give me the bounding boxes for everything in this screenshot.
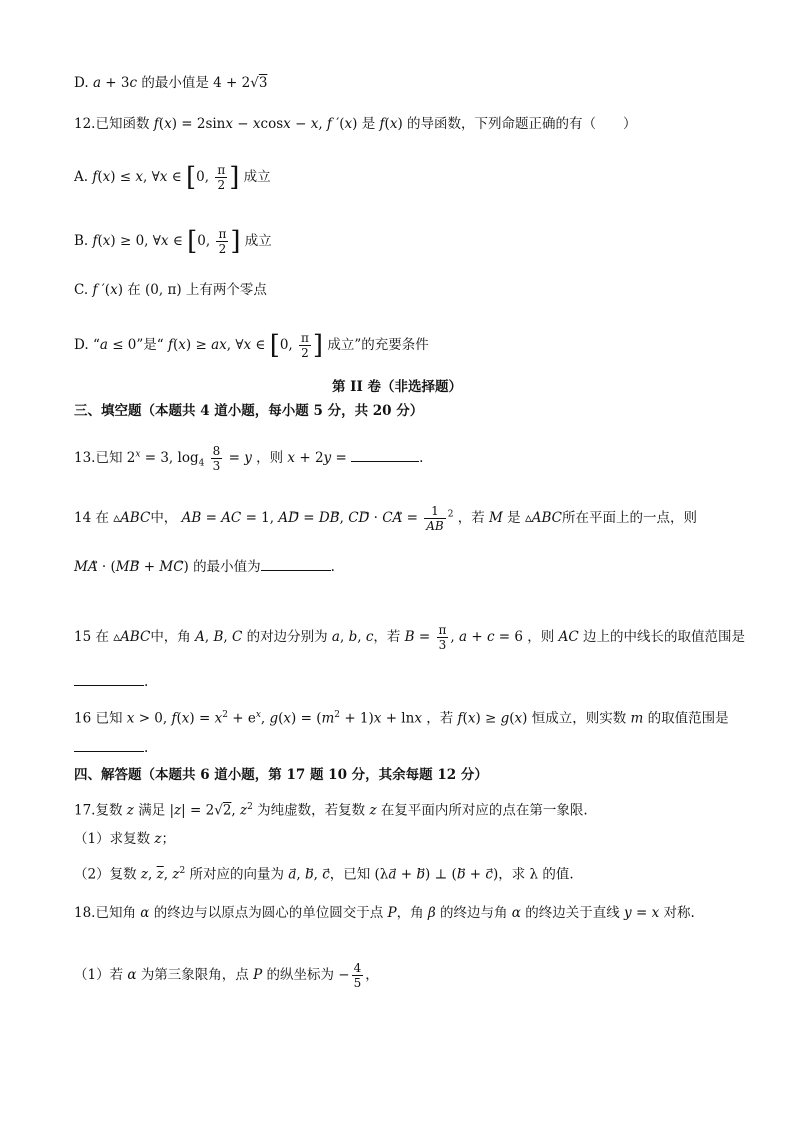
option-label: D. xyxy=(74,337,89,353)
question-text: 12.已知函数 xyxy=(74,116,150,132)
question-text: （1）若 xyxy=(74,967,124,983)
question-text: ，则 xyxy=(256,450,284,466)
question-text: 的终边与以原点为圆心的单位圆交于点 xyxy=(153,905,384,921)
punctuation: ， xyxy=(365,967,379,983)
option-label: C. xyxy=(74,282,89,298)
answer-blank[interactable] xyxy=(74,751,144,752)
q16: 16 已知 x > 0, $f(x) = x^2 + e^x$, $g(x) = (m^2 + 1)x + \ln x$ ，若 f(x) ≥ g(x) 恒成立，则实数 m 的取值范围是 xyxy=(74,710,729,727)
section-3-heading: 三、填空题（本题共 4 道小题，每小题 5 分，共 20 分） xyxy=(74,403,424,419)
question-text: 的值. xyxy=(542,866,574,883)
q11-option-d: D. a + 3c 的最小值是 4 + 2√3 xyxy=(74,75,268,91)
question-text: 为第三象限角，点 xyxy=(140,967,249,983)
question-text: 所在平面上的一点，则 xyxy=(561,510,697,526)
question-text: 中，角 xyxy=(150,629,191,645)
question-text: 的导函数，下列命题正确的有（ ） xyxy=(407,116,637,132)
question-text: 14 在 xyxy=(74,510,109,526)
period: . xyxy=(144,740,149,756)
question-text: 的对边分别为 xyxy=(246,629,328,645)
q12-option-c: C. f ′(x) 在 (0, π) 上有两个零点 xyxy=(74,282,267,298)
question-text: ，若 xyxy=(373,629,401,645)
q17-part1: （1）求复数 z； xyxy=(74,831,176,847)
q18-part1: （1）若 α 为第三象限角，点 P 的纵坐标为 − $\frac{4}{5}$ ， xyxy=(74,961,379,990)
option-text: ”是“ xyxy=(136,337,164,353)
option-label: B. xyxy=(74,233,89,249)
option-label: D. xyxy=(74,75,89,91)
q16-cont xyxy=(74,738,148,758)
question-text: 的终边关于直线 xyxy=(525,905,620,921)
option-text: 上有两个零点 xyxy=(185,282,267,298)
question-text: 满足 xyxy=(138,802,166,819)
question-text: ，则 xyxy=(527,629,555,645)
option-text: 成立 xyxy=(243,169,271,185)
option-label: A. xyxy=(74,169,89,185)
question-text: 的最小值为 xyxy=(193,559,261,575)
question-text: （1）求复数 xyxy=(74,831,151,847)
period: . xyxy=(419,450,424,466)
period: . xyxy=(144,674,149,690)
q12-stem: 12.已知函数 f(x) = 2sinx − xcosx − x, f ′(x) 是 f(x) 的导函数，下列命题正确的有（ ） xyxy=(74,116,637,132)
q14: 14 在 ▵ABC中， AB = AC = 1, AD⃗ = DB⃗, CD⃗ · CA⃗ = $\frac{1}{AB}$ $^2$ ，若 M 是 ▵ABC所在平面上的一点，则 xyxy=(74,504,697,533)
question-text: 中， xyxy=(150,510,178,526)
answer-blank[interactable] xyxy=(261,570,331,571)
question-text: ，已知 xyxy=(329,866,371,883)
q17: 17.复数 z 满足 |z| = 2√2, $z^2$ 为纯虚数，若复数 z 在复平面内所对应的点在第一象限. xyxy=(74,802,588,819)
answer-blank[interactable] xyxy=(74,685,144,686)
question-text: 为纯虚数，若复数 xyxy=(257,802,366,819)
answer-blank[interactable] xyxy=(351,461,419,462)
question-text: 恒成立，则实数 xyxy=(531,710,627,727)
q15-cont xyxy=(74,672,148,692)
question-text: ，若 xyxy=(457,510,485,526)
question-text: ，若 xyxy=(426,710,454,727)
question-text: 边上的中线长的取值范围是 xyxy=(582,629,745,645)
question-text: 的纵坐标为 xyxy=(266,967,334,983)
question-text: 是 xyxy=(507,510,521,526)
punctuation: ； xyxy=(161,831,176,847)
section-4-heading: 四、解答题（本题共 6 道小题，第 17 题 10 分，其余每题 12 分） xyxy=(74,767,488,783)
question-text: 15 在 xyxy=(74,629,109,645)
q15: 15 在 ▵ABC中，角 A, B, C 的对边分别为 a, b, c，若 B = $\frac{\pi}{3}$ , a + c = 6 ，则 AC 边上的中线长的取值范围是 xyxy=(74,623,745,652)
option-text: 的最小值是 xyxy=(141,75,209,91)
q14-cont: MA⃗ · (MB⃗ + MC⃗) 的最小值为 . xyxy=(74,559,335,575)
q12-option-a: A. f(x) ≤ x, ∀x ∈ [0, $\frac{\pi}{2}$ ] 成立 xyxy=(74,162,271,193)
q17-part2: （2）复数 z, $\overline{z}$, $z^2$ 所对应的向量为 a⃗, b⃗, c，已知 (λa⃗ + b⃗) ⊥ (b⃗ + c⃗)，求 λ 的值. xyxy=(74,866,574,883)
question-text: 对称. xyxy=(663,905,695,921)
option-text: 成立 xyxy=(244,233,272,249)
question-text: 17.复数 xyxy=(74,802,123,819)
question-text: 的取值范围是 xyxy=(647,710,729,727)
question-text: （2）复数 xyxy=(74,866,137,883)
question-text: 的终边与角 xyxy=(440,905,508,921)
q13: 13.已知 $2^x = 3$, $\log_4$ $\frac{8}{3}$ = y ，则 x + 2y = . xyxy=(74,444,424,473)
option-text: 成立”的充要条件 xyxy=(327,337,429,353)
question-text: ，角 xyxy=(396,905,424,921)
period: . xyxy=(330,559,335,575)
question-text: 在复平面内所对应的点在第一象限. xyxy=(380,802,588,819)
question-text: ，求 xyxy=(498,866,526,883)
q12-option-d: D. “a ≤ 0”是“ f(x) ≥ ax, ∀x ∈ [0, $\frac{\pi}{2}$ ] 成立”的充要条件 xyxy=(74,330,429,361)
question-text: 所对应的向量为 xyxy=(189,866,284,883)
q12-option-b: B. f(x) ≥ 0, ∀x ∈ [0, $\frac{\pi}{2}$ ] 成立 xyxy=(74,226,272,257)
part-ii-title: 第 II 卷（非选择题） xyxy=(331,379,463,395)
quote-mark: “ xyxy=(92,337,100,353)
question-text: 18.已知角 xyxy=(74,905,136,921)
question-text: 16 已知 xyxy=(74,710,123,727)
q18: 18.已知角 α 的终边与以原点为圆心的单位圆交于点 P，角 β 的终边与角 α 的终边关于直线 y = x 对称. xyxy=(74,905,695,921)
question-text: 13.已知 xyxy=(74,450,123,466)
question-text: 是 xyxy=(361,116,376,132)
